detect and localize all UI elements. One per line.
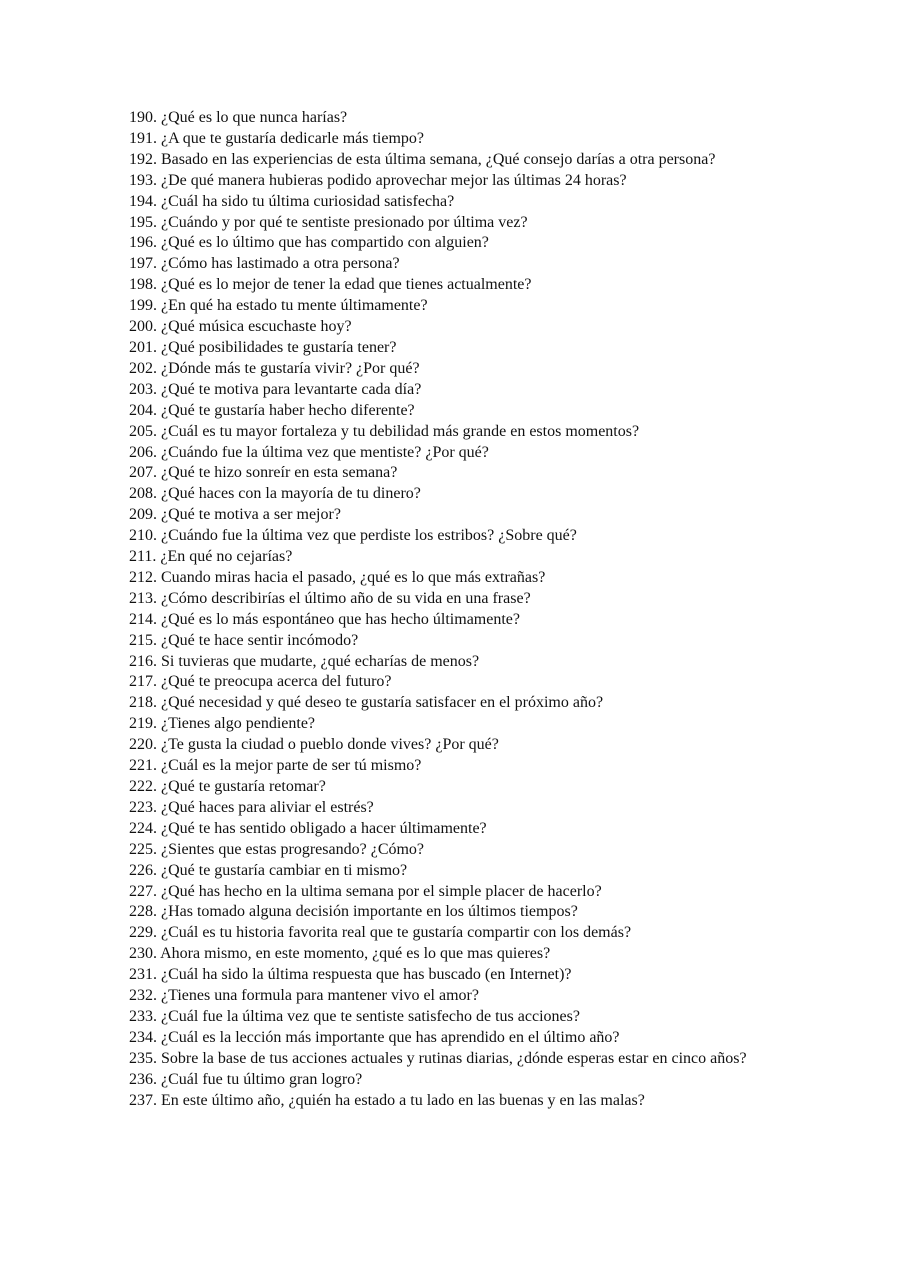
question-224: 224. ¿Qué te has sentido obligado a hacer últimamente? bbox=[129, 819, 487, 837]
question-197: 197. ¿Cómo has lastimado a otra persona? bbox=[129, 255, 400, 273]
question-205: 205. ¿Cuál es tu mayor fortaleza y tu debilidad más grande en estos momentos? bbox=[129, 422, 640, 440]
question-236: 236. ¿Cuál fue tu último gran logro? bbox=[129, 1070, 363, 1088]
question-212: 212. Cuando miras hacia el pasado, ¿qué es lo que más extrañas? bbox=[129, 568, 546, 586]
question-206: 206. ¿Cuándo fue la última vez que mentiste? ¿Por qué? bbox=[129, 443, 489, 461]
question-235: 235. Sobre la base de tus acciones actuales y rutinas diarias, ¿dónde esperas estar en cinco años? bbox=[129, 1049, 747, 1067]
question-225: 225. ¿Sientes que estas progresando? ¿Cómo? bbox=[129, 840, 425, 858]
question-195: 195. ¿Cuándo y por qué te sentiste presionado por última vez? bbox=[129, 213, 528, 231]
question-203: 203. ¿Qué te motiva para levantarte cada día? bbox=[129, 380, 422, 398]
question-191: 191. ¿A que te gustaría dedicarle más tiempo? bbox=[129, 129, 425, 147]
question-200: 200. ¿Qué música escuchaste hoy? bbox=[129, 318, 352, 336]
question-211: 211. ¿En qué no cejarías? bbox=[129, 548, 293, 566]
question-221: 221. ¿Cuál es la mejor parte de ser tú mismo? bbox=[129, 757, 422, 775]
question-223: 223. ¿Qué haces para aliviar el estrés? bbox=[129, 798, 374, 816]
question-192: 192. Basado en las experiencias de esta última semana, ¿Qué consejo darías a otra persona? bbox=[129, 150, 716, 168]
question-213: 213. ¿Cómo describirías el último año de su vida en una frase? bbox=[129, 589, 531, 607]
question-210: 210. ¿Cuándo fue la última vez que perdiste los estribos? ¿Sobre qué? bbox=[129, 527, 577, 545]
question-204: 204. ¿Qué te gustaría haber hecho diferente? bbox=[129, 401, 415, 419]
question-198: 198. ¿Qué es lo mejor de tener la edad que tienes actualmente? bbox=[129, 276, 532, 294]
question-201: 201. ¿Qué posibilidades te gustaría tener? bbox=[129, 338, 397, 356]
question-193: 193. ¿De qué manera hubieras podido aprovechar mejor las últimas 24 horas? bbox=[129, 171, 627, 189]
question-194: 194. ¿Cuál ha sido tu última curiosidad satisfecha? bbox=[129, 192, 455, 210]
question-208: 208. ¿Qué haces con la mayoría de tu dinero? bbox=[129, 485, 421, 503]
question-215: 215. ¿Qué te hace sentir incómodo? bbox=[129, 631, 359, 649]
question-222: 222. ¿Qué te gustaría retomar? bbox=[129, 778, 326, 795]
question-230: 230. Ahora mismo, en este momento, ¿qué es lo que mas quieres? bbox=[129, 945, 551, 963]
question-214: 214. ¿Qué es lo más espontáneo que has hecho últimamente? bbox=[129, 610, 520, 628]
question-196: 196. ¿Qué es lo último que has compartido con alguien? bbox=[129, 234, 489, 252]
question-227: 227. ¿Qué has hecho en la ultima semana por el simple placer de hacerlo? bbox=[129, 882, 602, 900]
question-202: 202. ¿Dónde más te gustaría vivir? ¿Por qué? bbox=[129, 359, 420, 377]
question-216: 216. Si tuvieras que mudarte, ¿qué echarías de menos? bbox=[129, 652, 480, 670]
question-199: 199. ¿En qué ha estado tu mente últimamente? bbox=[129, 297, 428, 315]
question-217: 217. ¿Qué te preocupa acerca del futuro? bbox=[129, 673, 392, 691]
question-207: 207. ¿Qué te hizo sonreír en esta semana? bbox=[129, 464, 398, 482]
question-209: 209. ¿Qué te motiva a ser mejor? bbox=[129, 506, 341, 524]
question-218: 218. ¿Qué necesidad y qué deseo te gustaría satisfacer en el próximo año? bbox=[129, 694, 604, 712]
question-190: 190. ¿Qué es lo que nunca harías? bbox=[129, 109, 348, 126]
question-229: 229. ¿Cuál es tu historia favorita real que te gustaría compartir con los demás? bbox=[129, 924, 632, 942]
question-220: 220. ¿Te gusta la ciudad o pueblo donde vives? ¿Por qué? bbox=[129, 736, 499, 754]
question-234: 234. ¿Cuál es la lección más importante que has aprendido en el último año? bbox=[129, 1028, 620, 1046]
question-231: 231. ¿Cuál ha sido la última respuesta que has buscado (en Internet)? bbox=[129, 966, 572, 984]
question-list bbox=[129, 108, 769, 1112]
question-226: 226. ¿Qué te gustaría cambiar en ti mismo? bbox=[129, 861, 408, 879]
question-232: 232. ¿Tienes una formula para mantener vivo el amor? bbox=[129, 987, 479, 1005]
question-233: 233. ¿Cuál fue la última vez que te sentiste satisfecho de tus acciones? bbox=[129, 1007, 580, 1025]
question-237: 237. En este último año, ¿quién ha estado a tu lado en las buenas y en las malas? bbox=[129, 1091, 645, 1109]
question-228: 228. ¿Has tomado alguna decisión importante en los últimos tiempos? bbox=[129, 903, 578, 921]
question-219: 219. ¿Tienes algo pendiente? bbox=[129, 715, 316, 733]
